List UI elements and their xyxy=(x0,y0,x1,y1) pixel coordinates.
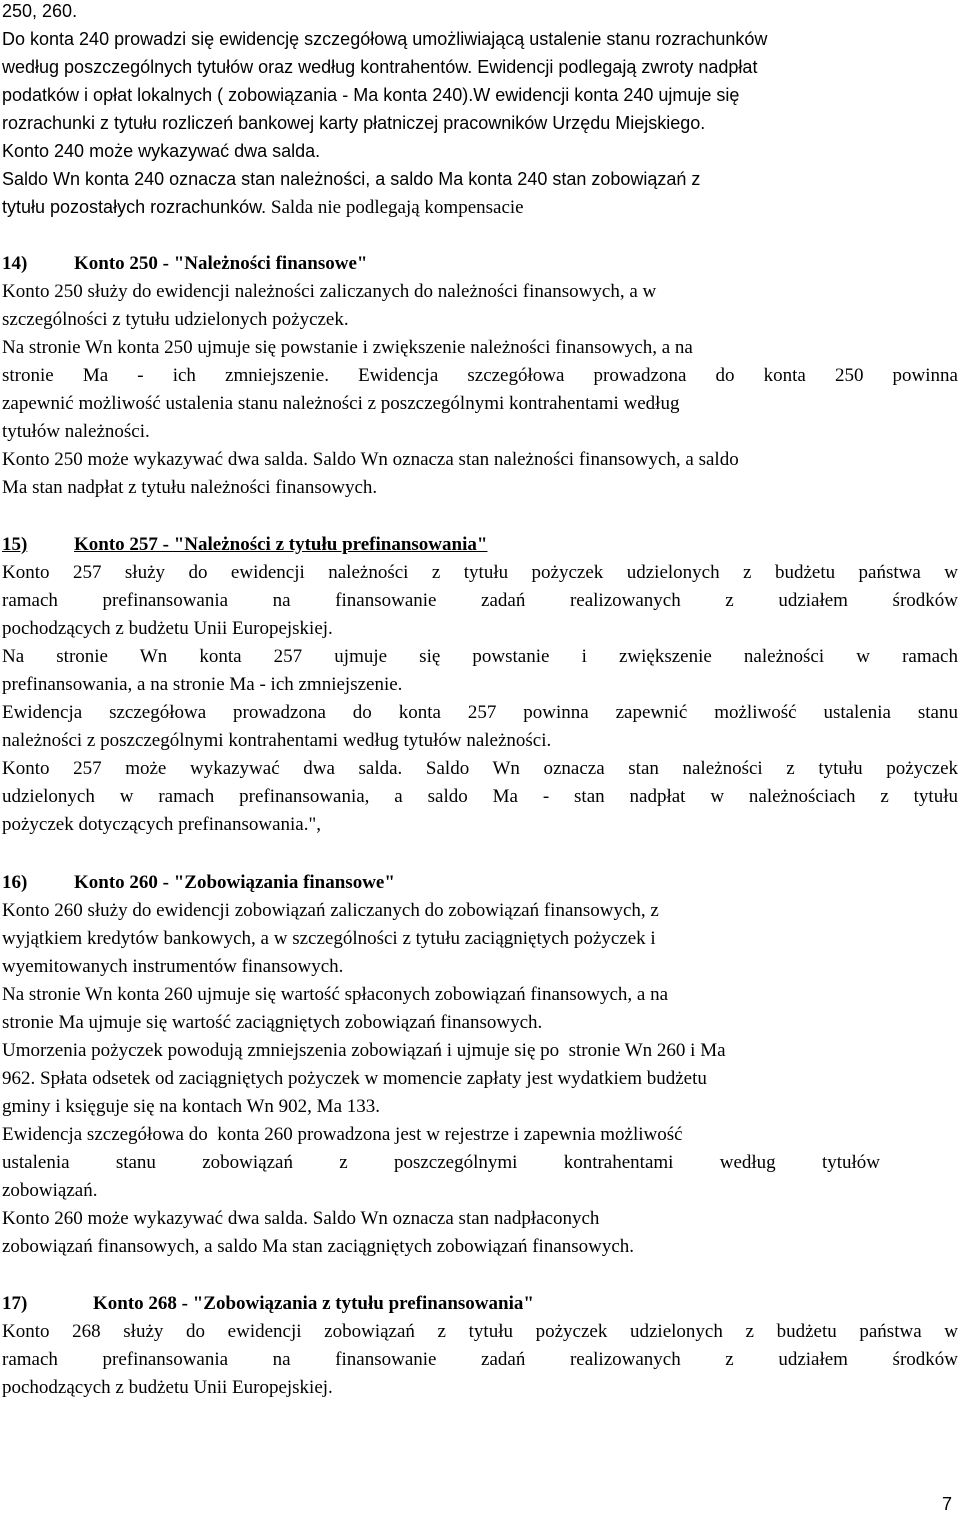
section-16-heading xyxy=(2,872,395,894)
intro-text-serif: Salda nie podlegają kompensacie xyxy=(266,197,524,218)
section-14-line: zapewnić możliwość ustalenia stanu należności z poszczególnymi kontrahentami według xyxy=(2,393,680,414)
intro-text-sans: tytułu pozostałych rozrachunków. xyxy=(2,197,267,217)
section-16-line: zobowiązań. xyxy=(2,1180,98,1201)
section-number: 17) xyxy=(2,1293,28,1314)
section-number: 15) xyxy=(2,534,28,555)
section-14-line: Ma stan nadpłat z tytułu należności finansowych. xyxy=(2,477,378,498)
section-15-line: Na stronie Wn konta 257 ujmuje się powstanie i zwiększenie należności w ramach xyxy=(2,646,958,667)
section-14-line: Konto 250 może wykazywać dwa salda. Saldo Wn oznacza stan należności finansowych, a saldo xyxy=(2,449,739,470)
section-number: 14) xyxy=(2,253,28,274)
section-17-heading xyxy=(2,1293,534,1315)
section-16-line: gminy i księguje się na kontach Wn 902, Ma 133. xyxy=(2,1096,381,1117)
section-14-line: tytułów należności. xyxy=(2,421,150,442)
section-15-heading xyxy=(2,534,487,556)
section-15-line: Konto 257 może wykazywać dwa salda. Saldo Wn oznacza stan należności z tytułu pożyczek xyxy=(2,758,958,779)
section-title: Konto 260 - "Zobowiązania finansowe" xyxy=(74,872,395,893)
section-17-line: Konto 268 służy do ewidencji zobowiązań z tytułu pożyczek udzielonych z budżetu państwa w xyxy=(2,1321,958,1342)
section-15-line: pożyczek dotyczących prefinansowania.", xyxy=(2,814,321,835)
section-title: Konto 257 - "Należności z tytułu prefinansowania" xyxy=(74,534,488,555)
intro-line: Do konta 240 prowadzi się ewidencję szczegółową umożliwiającą ustalenie stanu rozrachunków xyxy=(2,29,768,49)
section-15-line: należności z poszczególnymi kontrahentami według tytułów należności. xyxy=(2,730,552,751)
section-16-line: Umorzenia pożyczek powodują zmniejszenia zobowiązań i ujmuje się po stronie Wn 260 i Ma xyxy=(2,1040,726,1061)
section-15-line: ramach prefinansowania na finansowanie zadań realizowanych z udziałem środków xyxy=(2,590,958,611)
section-15-line: Konto 257 służy do ewidencji należności z tytułu pożyczek udzielonych z budżetu państwa w xyxy=(2,562,958,583)
section-14-line: Konto 250 służy do ewidencji należności zaliczanych do należności finansowych, a w xyxy=(2,281,657,302)
page-number: 7 xyxy=(941,1494,952,1514)
section-16-line: stronie Ma ujmuje się wartość zaciągniętych zobowiązań finansowych. xyxy=(2,1012,543,1033)
section-title: Konto 268 - "Zobowiązania z tytułu prefinansowania" xyxy=(93,1293,534,1314)
section-16-line: 962. Spłata odsetek od zaciągniętych pożyczek w momencie zapłaty jest wydatkiem budżetu xyxy=(2,1068,707,1089)
intro-line: rozrachunki z tytułu rozliczeń bankowej karty płatniczej pracowników Urzędu Miejskiego. xyxy=(2,113,706,133)
section-17-line: pochodzących z budżetu Unii Europejskiej. xyxy=(2,1377,333,1398)
section-number: 16) xyxy=(2,872,28,893)
intro-line: według poszczególnych tytułów oraz według kontrahentów. Ewidencji podlegają zwroty nadpłat xyxy=(2,57,758,77)
section-15-line: Ewidencja szczegółowa prowadzona do konta 257 powinna zapewnić możliwość ustalenia stanu xyxy=(2,702,958,723)
section-15-line: udzielonych w ramach prefinansowania, a saldo Ma - stan nadpłat w należnościach z tytułu xyxy=(2,786,958,807)
section-16-line: wyjątkiem kredytów bankowych, a w szczególności z tytułu zaciągniętych pożyczek i xyxy=(2,928,656,949)
section-16-line: Ewidencja szczegółowa do konta 260 prowadzona jest w rejestrze i zapewnia możliwość xyxy=(2,1124,683,1145)
section-16-line: Konto 260 służy do ewidencji zobowiązań zaliczanych do zobowiązań finansowych, z xyxy=(2,900,659,921)
section-17-line: ramach prefinansowania na finansowanie zadań realizowanych z udziałem środków xyxy=(2,1349,958,1370)
section-14-line: szczególności z tytułu udzielonych pożyczek. xyxy=(2,309,349,330)
intro-line: 250, 260. xyxy=(2,1,78,21)
intro-line: podatków i opłat lokalnych ( zobowiązania - Ma konta 240).W ewidencji konta 240 ujmuje się xyxy=(2,85,740,105)
section-16-line: ustalenia stanu zobowiązań z poszczególnymi kontrahentami według tytułów xyxy=(2,1152,880,1173)
section-title: Konto 250 - "Należności finansowe" xyxy=(74,253,368,274)
section-14-heading xyxy=(2,253,367,275)
section-16-line: Konto 260 może wykazywać dwa salda. Saldo Wn oznacza stan nadpłaconych xyxy=(2,1208,600,1229)
section-15-line: prefinansowania, a na stronie Ma - ich zmniejszenie. xyxy=(2,674,403,695)
intro-line: Konto 240 może wykazywać dwa salda. xyxy=(2,141,321,161)
section-16-line: Na stronie Wn konta 260 ujmuje się wartość spłaconych zobowiązań finansowych, a na xyxy=(2,984,669,1005)
intro-line xyxy=(2,196,524,219)
section-14-line: Na stronie Wn konta 250 ujmuje się powstanie i zwiększenie należności finansowych, a na xyxy=(2,337,693,358)
section-16-line: wyemitowanych instrumentów finansowych. xyxy=(2,956,344,977)
section-14-line: stronie Ma - ich zmniejszenie. Ewidencja szczegółowa prowadzona do konta 250 powinna xyxy=(2,365,958,386)
section-15-line: pochodzących z budżetu Unii Europejskiej. xyxy=(2,618,333,639)
section-16-line: zobowiązań finansowych, a saldo Ma stan zaciągniętych zobowiązań finansowych. xyxy=(2,1236,635,1257)
intro-line: Saldo Wn konta 240 oznacza stan należności, a saldo Ma konta 240 stan zobowiązań z xyxy=(2,169,701,189)
